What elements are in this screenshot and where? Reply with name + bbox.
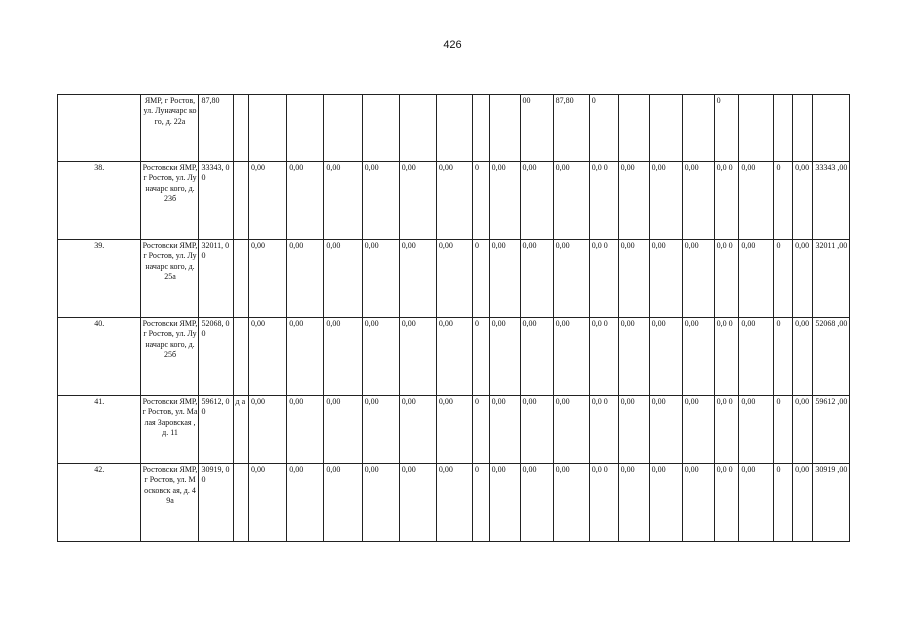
- value-cell: 0,00: [287, 162, 324, 240]
- value-cell: 0,0 0: [589, 396, 618, 464]
- row-number: [58, 95, 141, 162]
- value-cell: 32011, 00: [199, 240, 233, 318]
- value-cell: 52068 ,00: [812, 318, 849, 396]
- value-cell: [739, 95, 774, 162]
- value-cell: 0,00: [682, 318, 714, 396]
- value-cell: 0,0 0: [589, 162, 618, 240]
- value-cell: [436, 95, 472, 162]
- value-cell: 0,00: [248, 396, 286, 464]
- value-cell: 0: [774, 240, 793, 318]
- value-cell: 0,00: [248, 318, 286, 396]
- value-cell: 0,00: [287, 464, 324, 542]
- value-cell: 0: [714, 95, 739, 162]
- value-cell: 0,0 0: [714, 240, 739, 318]
- row-number: 41.: [58, 396, 141, 464]
- value-cell: 0,00: [436, 162, 472, 240]
- value-cell: 59612 ,00: [812, 396, 849, 464]
- value-cell: 0,00: [649, 162, 682, 240]
- value-cell: 0,00: [793, 240, 813, 318]
- value-cell: 0,00: [248, 464, 286, 542]
- address-cell: Ростовски ЯМР, г Ростов, ул. Малая Заровская , д. 11: [140, 396, 199, 464]
- value-cell: 32011 ,00: [812, 240, 849, 318]
- value-cell: 0,00: [287, 396, 324, 464]
- value-cell: 0,00: [362, 240, 399, 318]
- value-cell: [473, 95, 490, 162]
- table-row: [58, 162, 850, 240]
- value-cell: 33343 ,00: [812, 162, 849, 240]
- value-cell: 0,00: [248, 240, 286, 318]
- value-cell: 0,00: [362, 464, 399, 542]
- value-cell: 0,00: [739, 318, 774, 396]
- data-table: [57, 94, 850, 542]
- value-cell: 0: [473, 162, 490, 240]
- value-cell: 0,00: [362, 318, 399, 396]
- value-cell: 0,00: [362, 396, 399, 464]
- value-cell: 0: [473, 240, 490, 318]
- page-number: 426: [443, 39, 462, 51]
- value-cell: 0,00: [399, 464, 436, 542]
- table-row: [58, 464, 850, 542]
- value-cell: 0,00: [618, 240, 649, 318]
- value-cell: д а: [233, 396, 248, 464]
- value-cell: 0,00: [520, 240, 553, 318]
- value-cell: 0,00: [489, 240, 520, 318]
- value-cell: 0,00: [618, 464, 649, 542]
- value-cell: 0,00: [248, 162, 286, 240]
- value-cell: 0,00: [739, 464, 774, 542]
- address-cell: Ростовски ЯМР, г Ростов, ул. Луначарс кого, д. 25б: [140, 318, 199, 396]
- value-cell: 0,00: [520, 318, 553, 396]
- value-cell: 0,00: [553, 464, 589, 542]
- value-cell: [233, 464, 248, 542]
- row-number: 38.: [58, 162, 141, 240]
- value-cell: [774, 95, 793, 162]
- value-cell: 0: [774, 464, 793, 542]
- value-cell: 0,00: [324, 396, 362, 464]
- value-cell: 0,00: [553, 318, 589, 396]
- value-cell: 0,00: [739, 396, 774, 464]
- value-cell: [233, 95, 248, 162]
- value-cell: 0,00: [682, 396, 714, 464]
- value-cell: [248, 95, 286, 162]
- value-cell: 0,00: [324, 318, 362, 396]
- value-cell: [362, 95, 399, 162]
- value-cell: 0,00: [553, 240, 589, 318]
- value-cell: 0,00: [618, 396, 649, 464]
- value-cell: 0,00: [489, 396, 520, 464]
- value-cell: 0,00: [436, 464, 472, 542]
- value-cell: 87,80: [553, 95, 589, 162]
- value-cell: 0: [774, 162, 793, 240]
- value-cell: [812, 95, 849, 162]
- value-cell: [233, 240, 248, 318]
- value-cell: 0,00: [287, 240, 324, 318]
- value-cell: 0,00: [399, 318, 436, 396]
- value-cell: [324, 95, 362, 162]
- value-cell: 0: [774, 396, 793, 464]
- value-cell: 0: [473, 464, 490, 542]
- value-cell: 0,00: [618, 162, 649, 240]
- value-cell: 59612, 00: [199, 396, 233, 464]
- value-cell: 0: [473, 318, 490, 396]
- value-cell: 0,00: [520, 464, 553, 542]
- address-cell: ЯМР, г Ростов, ул. Луначарс кого, д. 22а: [140, 95, 199, 162]
- address-cell: Ростовски ЯМР, г Ростов, ул. Московск ая, д. 49а: [140, 464, 199, 542]
- value-cell: [793, 95, 813, 162]
- value-cell: 0,00: [324, 240, 362, 318]
- value-cell: 0,0 0: [714, 162, 739, 240]
- value-cell: 0,00: [436, 396, 472, 464]
- value-cell: 0,00: [739, 162, 774, 240]
- value-cell: 0,00: [399, 162, 436, 240]
- row-number: 42.: [58, 464, 141, 542]
- value-cell: 33343, 00: [199, 162, 233, 240]
- value-cell: 0,00: [793, 396, 813, 464]
- value-cell: 0,00: [553, 162, 589, 240]
- value-cell: 0,00: [649, 464, 682, 542]
- address-cell: Ростовски ЯМР, г Ростов, ул. Луначарс кого, д. 25а: [140, 240, 199, 318]
- table-row: [58, 240, 850, 318]
- table-row: [58, 95, 850, 162]
- value-cell: 0,0 0: [714, 396, 739, 464]
- value-cell: 0,0 0: [714, 464, 739, 542]
- table-row: [58, 396, 850, 464]
- value-cell: 0,00: [436, 240, 472, 318]
- table-row: [58, 318, 850, 396]
- value-cell: 0,00: [793, 162, 813, 240]
- value-cell: 0,00: [739, 240, 774, 318]
- value-cell: 0,0 0: [589, 464, 618, 542]
- value-cell: [233, 318, 248, 396]
- value-cell: 0,00: [520, 162, 553, 240]
- value-cell: 0,00: [649, 396, 682, 464]
- value-cell: 0,00: [287, 318, 324, 396]
- value-cell: [682, 95, 714, 162]
- row-number: 40.: [58, 318, 141, 396]
- value-cell: [618, 95, 649, 162]
- value-cell: 0,00: [682, 240, 714, 318]
- value-cell: [287, 95, 324, 162]
- value-cell: 0: [589, 95, 618, 162]
- value-cell: 0,00: [682, 464, 714, 542]
- address-cell: Ростовски ЯМР, г Ростов, ул. Луначарс кого, д. 23б: [140, 162, 199, 240]
- value-cell: 0,00: [489, 162, 520, 240]
- row-number: 39.: [58, 240, 141, 318]
- value-cell: 0,0 0: [589, 240, 618, 318]
- value-cell: 0: [473, 396, 490, 464]
- value-cell: [399, 95, 436, 162]
- value-cell: 0,00: [618, 318, 649, 396]
- value-cell: [233, 162, 248, 240]
- value-cell: 0,0 0: [589, 318, 618, 396]
- value-cell: 0,00: [682, 162, 714, 240]
- value-cell: [649, 95, 682, 162]
- value-cell: [489, 95, 520, 162]
- value-cell: 0,0 0: [714, 318, 739, 396]
- value-cell: 0,00: [489, 464, 520, 542]
- value-cell: 0,00: [399, 396, 436, 464]
- value-cell: 0: [774, 318, 793, 396]
- value-cell: 30919 ,00: [812, 464, 849, 542]
- value-cell: 0,00: [399, 240, 436, 318]
- value-cell: 0,00: [793, 464, 813, 542]
- value-cell: 0,00: [324, 162, 362, 240]
- value-cell: 30919, 00: [199, 464, 233, 542]
- value-cell: 00: [520, 95, 553, 162]
- value-cell: 0,00: [793, 318, 813, 396]
- value-cell: 87,80: [199, 95, 233, 162]
- value-cell: 0,00: [489, 318, 520, 396]
- value-cell: 0,00: [649, 240, 682, 318]
- value-cell: 0,00: [324, 464, 362, 542]
- value-cell: 0,00: [649, 318, 682, 396]
- value-cell: 0,00: [436, 318, 472, 396]
- value-cell: 0,00: [362, 162, 399, 240]
- value-cell: 0,00: [553, 396, 589, 464]
- value-cell: 0,00: [520, 396, 553, 464]
- value-cell: 52068, 00: [199, 318, 233, 396]
